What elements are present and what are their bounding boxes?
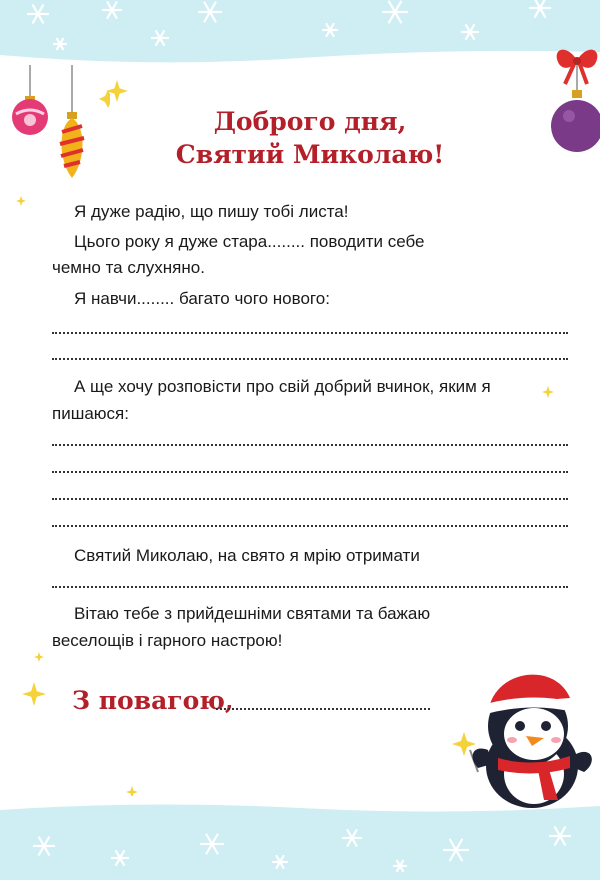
greeting-title-line2: Святий Миколаю! <box>175 140 445 169</box>
fill-in-line[interactable] <box>52 465 568 473</box>
paragraph-5: Святий Миколаю, на свято я мрію отримати <box>74 546 420 565</box>
star-icon <box>542 386 554 398</box>
star-icon <box>22 682 46 706</box>
fill-in-line[interactable] <box>52 326 568 334</box>
paragraph-2-line1: Цього року я дуже стара........ поводити себе <box>74 232 425 251</box>
paragraph-4-line2: пишаюся: <box>52 404 129 423</box>
fill-in-line[interactable] <box>52 438 568 446</box>
paragraph-3: Я навчи........ багато чого нового: <box>74 289 330 308</box>
paragraph-6-line1: Вітаю тебе з прийдешніми святами та бажаю <box>74 604 431 623</box>
penguin-illustration-icon <box>452 654 600 810</box>
star-icon <box>34 652 44 662</box>
paragraph-1: Я дуже радію, що пишу тобі листа! <box>74 202 349 221</box>
greeting-title-line1: Доброго дня, <box>213 107 407 136</box>
star-icon <box>106 80 128 102</box>
fill-in-line[interactable] <box>52 352 568 360</box>
signature-line[interactable] <box>216 700 430 710</box>
fill-in-line[interactable] <box>52 580 568 588</box>
paragraph-6-line2: веселощів і гарного настрою! <box>52 631 283 650</box>
fill-in-line[interactable] <box>52 519 568 527</box>
paragraph-4-line1: А ще хочу розповісти про свій добрий вчинок, яким я <box>74 377 491 396</box>
paragraph-2-line2: чемно та слухняно. <box>52 258 205 277</box>
star-icon <box>16 196 26 206</box>
closing-label: З повагою, <box>72 686 234 715</box>
fill-in-line[interactable] <box>52 492 568 500</box>
